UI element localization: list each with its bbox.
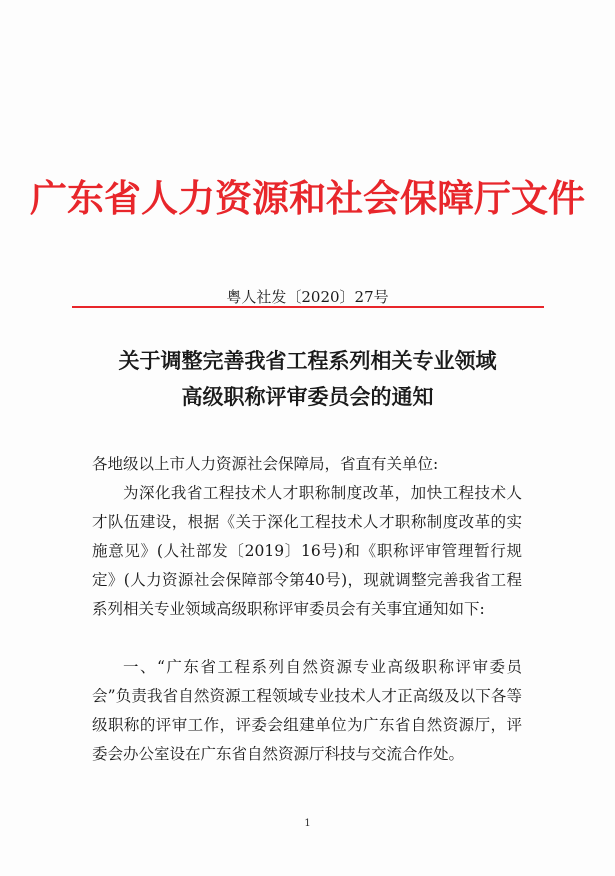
salutation: 各地级以上市人力资源社会保障局，省直有关单位: (92, 455, 439, 473)
red-divider-line (72, 306, 544, 308)
page-number: 1 (304, 818, 311, 829)
notice-title-line-1: 关于调整完善我省工程系列相关专业领域 (118, 348, 497, 373)
body-paragraph-1: 为深化我省工程技术人才职称制度改革，加快工程技术人才队伍建设，根据《关于深化工程技术人才职称制度改革的实施意见》(人社部发〔2019〕16号)和《职称评审管理暂行规定》(人力资源社会保障部令第40号)，现就调整完善我省工程系列相关专业领域高级职称评审委员会有关事宜通知如下: (92, 484, 522, 618)
document-number: 粤人社发〔2020〕27号 (226, 288, 389, 306)
body-paragraph-2: 一、“广东省工程系列自然资源专业高级职称评审委员会”负责我省自然资源工程领域专业技术人才正高级及以下各等级职称的评审工作，评委会组建单位为广东省自然资源厅，评委会办公室设在广东省自然资源厅科技与交流合作处。 (92, 658, 522, 763)
notice-title-line-2: 高级职称评审委员会的通知 (181, 384, 434, 409)
masthead-title: 广东省人力资源和社会保障厅文件 (30, 176, 585, 220)
